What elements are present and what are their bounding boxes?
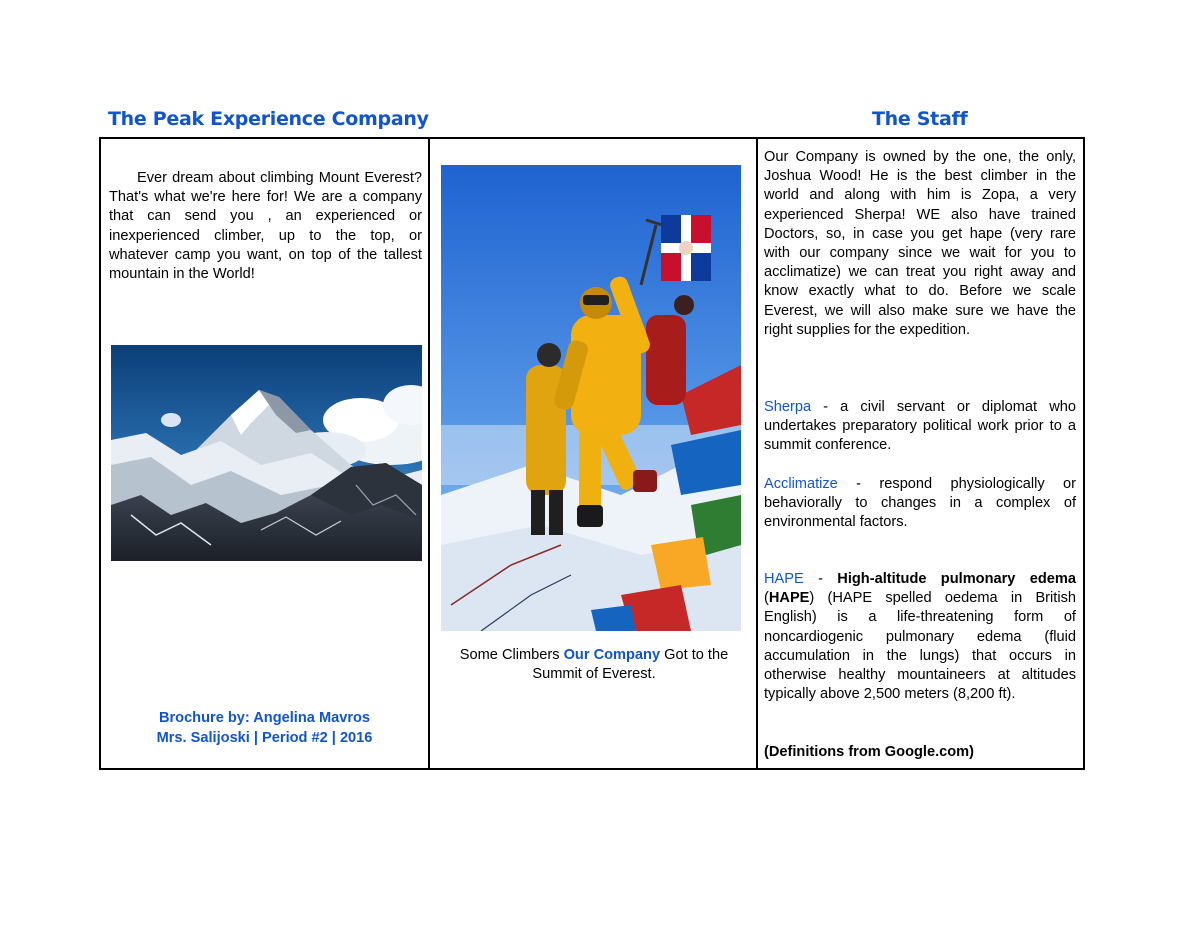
hape-open-paren: ( bbox=[764, 590, 769, 607]
credit-author: Brochure by: Angelina Mavros bbox=[158, 710, 371, 726]
hape-abbrev: HAPE bbox=[768, 590, 810, 607]
credit-class-info: Mrs. Salijoski | Period #2 | 2016 bbox=[156, 729, 373, 746]
intro-paragraph: Ever dream about climbing Mount Everest? That's what we're here for! We are a company that can send you , an experienced or inexperienced climber, up to the top, or whatever camp you want, on top of the tallest mountain in the World! bbox=[109, 170, 422, 283]
term-acclimatize: Acclimatize bbox=[764, 476, 838, 492]
summit-climbers-photo bbox=[441, 165, 741, 631]
brochure-credit bbox=[101, 709, 428, 748]
photo-caption bbox=[434, 646, 754, 684]
staff-title: The Staff bbox=[872, 108, 968, 130]
definition-sherpa bbox=[764, 398, 1076, 456]
photo-column bbox=[428, 139, 756, 768]
definition-acclimatize bbox=[764, 475, 1076, 533]
staff-paragraph: Our Company is owned by the one, the only, Joshua Wood! He is the best climber in the world and along with him is Zopa, a very experienced Sherpa! WE also have trained Doctors, so, in case you get hape (very rare with our company since we wait for you to acclimatize) we can treat you right away and know exactly what to do. Before we scale Everest, we will also make sure we have the right supplies for the expedition. bbox=[764, 149, 1076, 338]
everest-landscape-photo bbox=[111, 345, 422, 561]
caption-company: Our Company bbox=[563, 647, 661, 663]
brochure-frame bbox=[99, 137, 1085, 770]
hape-dash: - bbox=[803, 571, 838, 587]
company-title: The Peak Experience Company bbox=[108, 108, 429, 130]
definitions-source: (Definitions from Google.com) bbox=[764, 744, 974, 760]
caption-end: Got to the Summit of Everest. bbox=[532, 647, 729, 683]
definition-hape bbox=[764, 570, 1076, 704]
hape-full-name: High-altitude pulmonary edema bbox=[837, 571, 1076, 587]
staff-column bbox=[756, 139, 1083, 768]
term-hape: HAPE bbox=[764, 571, 804, 587]
caption-start: Some Climbers bbox=[459, 647, 564, 663]
term-sherpa: Sherpa bbox=[764, 399, 812, 415]
definition-sherpa-text: - a civil servant or diplomat who undertakes preparatory political work prior to a summit conference. bbox=[764, 399, 1076, 454]
intro-column bbox=[101, 139, 428, 768]
definition-hape-text: ) (HAPE spelled oedema in British English) is a life-threatening form of noncardiogenic pulmonary edema (fluid accumulation in the lungs) that occurs in otherwise healthy mountaineers at altitudes typically above 2,500 meters (8,200 ft). bbox=[764, 590, 1076, 703]
definition-acclimatize-text: - respond physiologically or behaviorally to changes in a complex of environmental factors. bbox=[764, 476, 1076, 531]
